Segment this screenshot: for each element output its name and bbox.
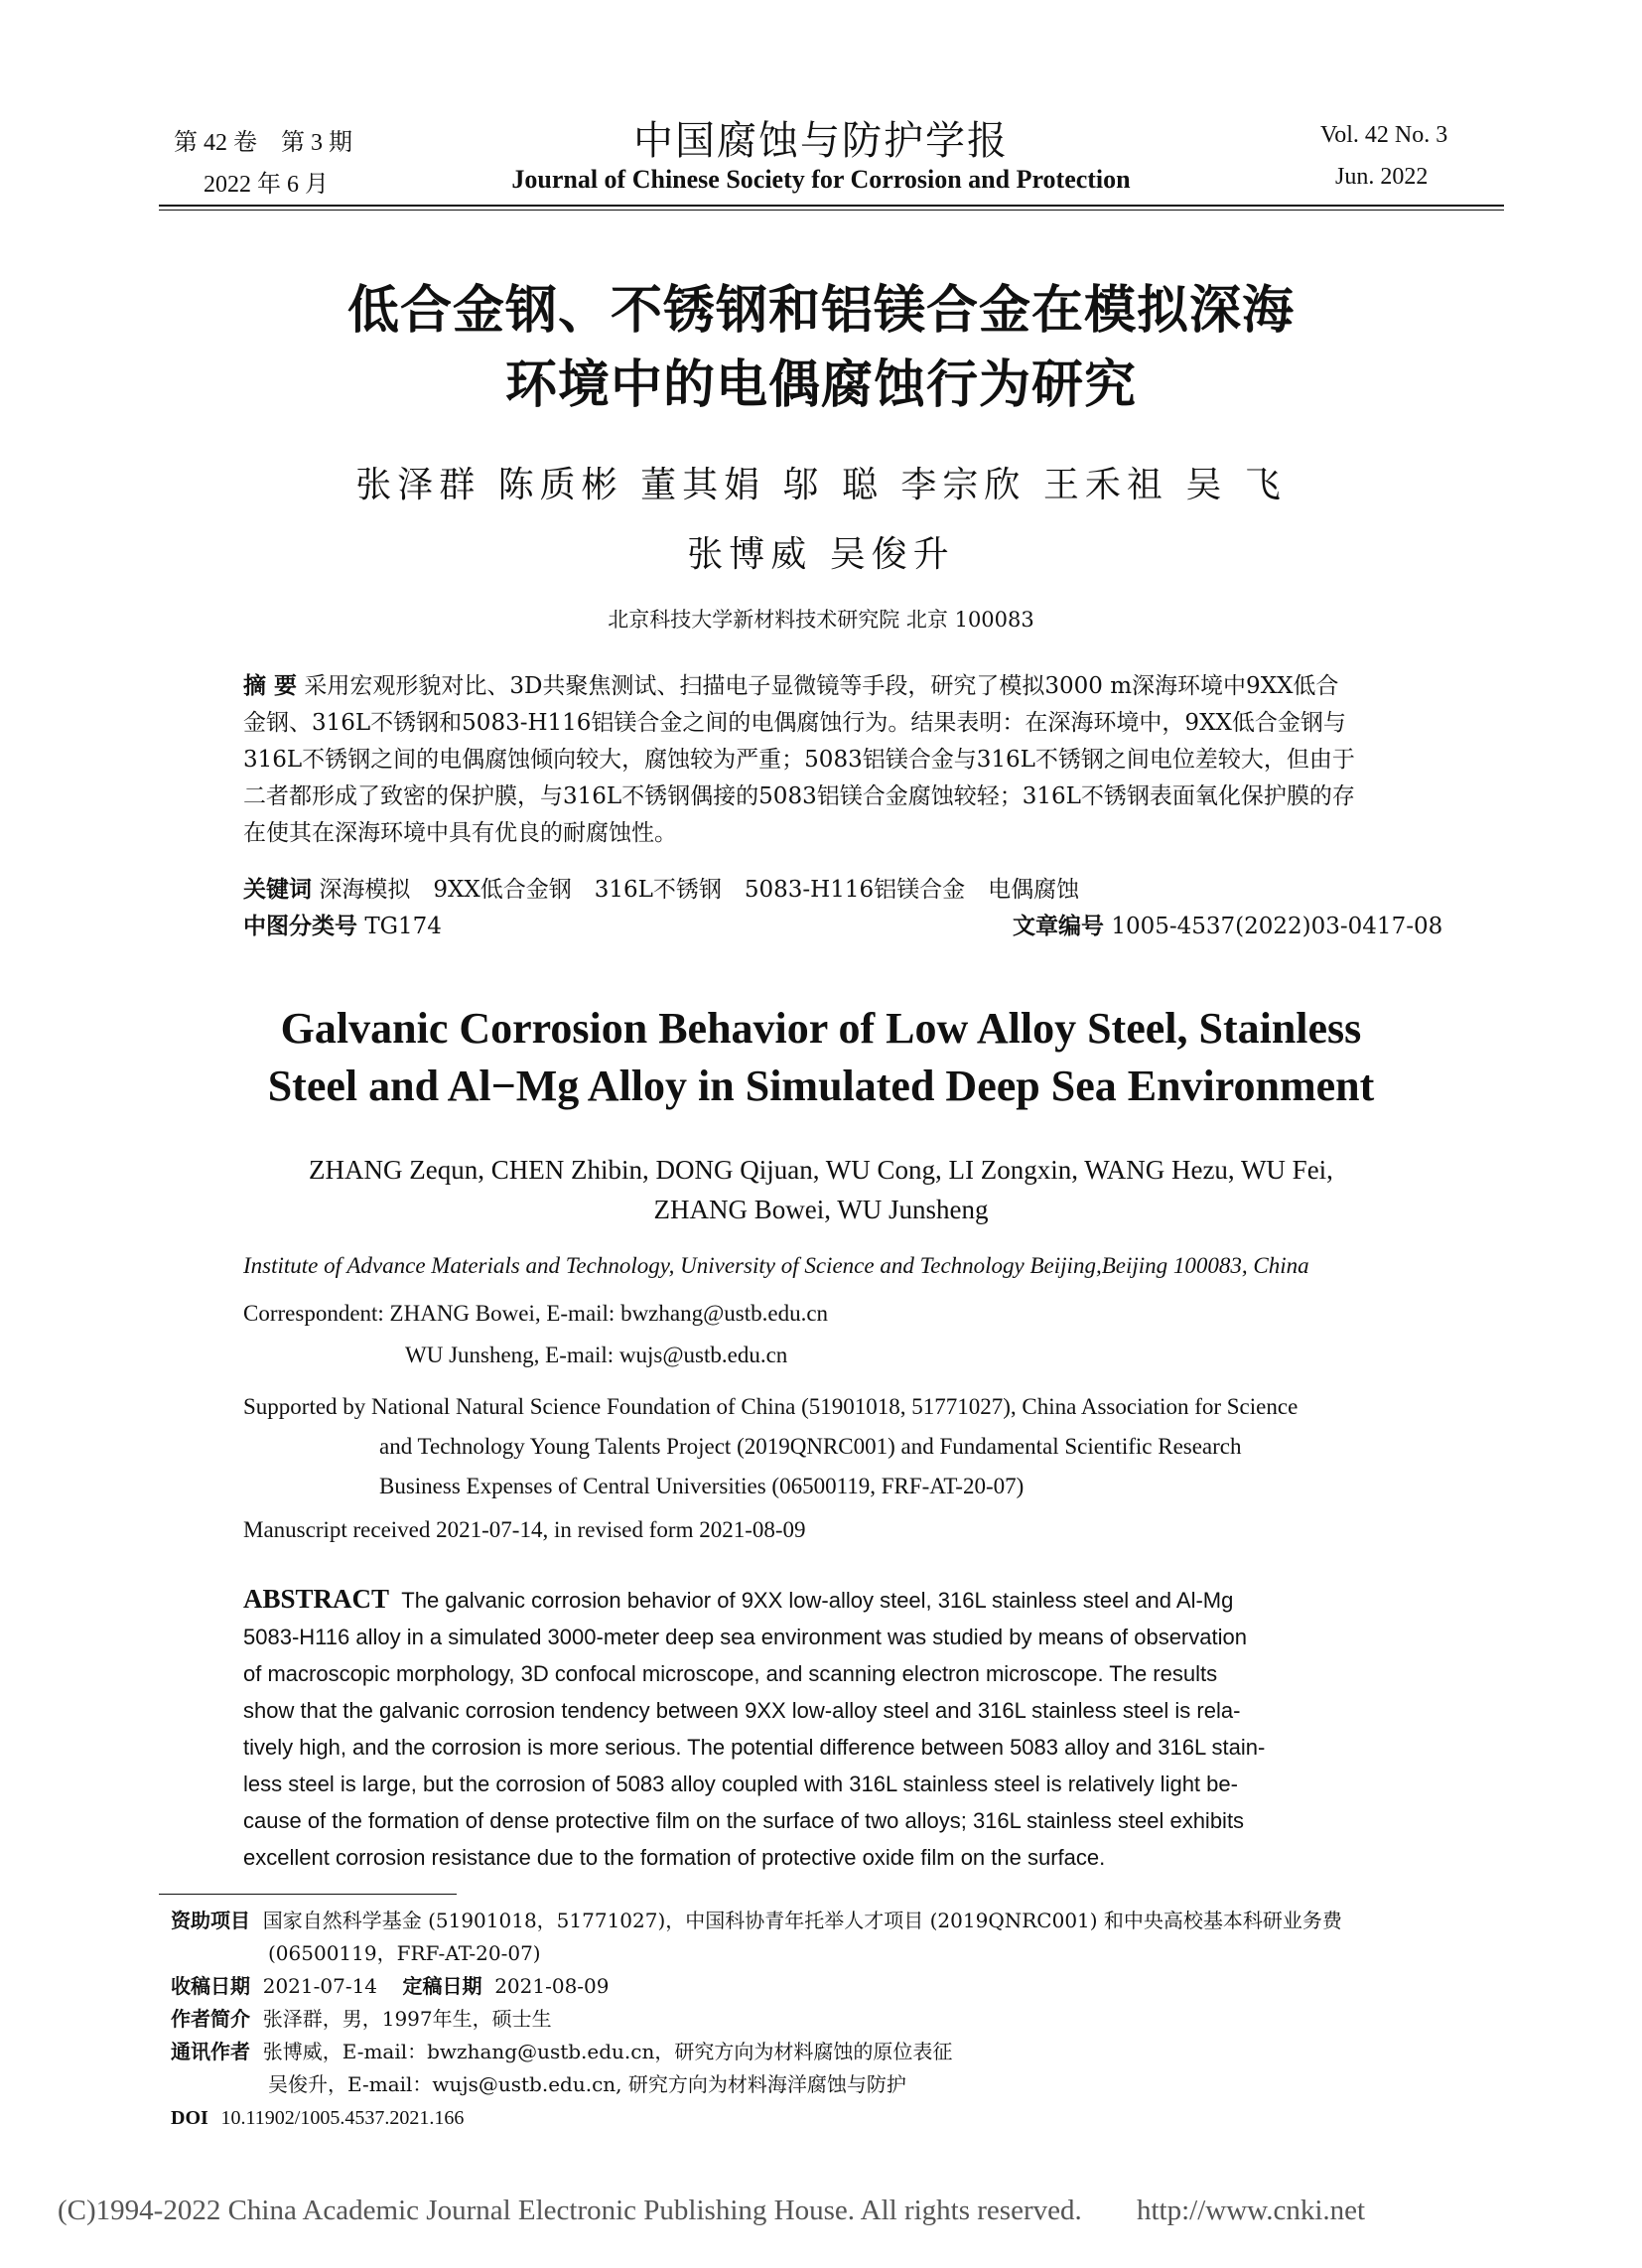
header-rule-top [159, 205, 1504, 207]
copyright: (C)1994-2022 China Academic Journal Electronic Publishing House. All rights reserved. [58, 2195, 1082, 2226]
footnote-author-label: 作者简介 [171, 2007, 250, 2031]
keywords-cn [243, 871, 1079, 909]
abstract-en [243, 1581, 1415, 1876]
manuscript-dates: Manuscript received 2021-07-14, in revised form 2021-08-09 [243, 1517, 806, 1542]
header-rule-bottom [159, 210, 1504, 211]
support-line2: and Technology Young Talents Project (2019QNRC001) and Fundamental Scientific Research [379, 1434, 1242, 1459]
authors-cn-line1: 张泽群 陈质彬 董其娟 邬 聪 李宗欣 王禾祖 吴 飞 [355, 465, 1287, 505]
cnki-link[interactable]: http://www.cnki.net [1137, 2195, 1366, 2226]
correspondent-line1: Correspondent: ZHANG Bowei, E-mail: bwzhang@ustb.edu.cn [243, 1301, 829, 1326]
abstract-en-line8: excellent corrosion resistance due to the formation of protective oxide film on the surface. [243, 1845, 1106, 1870]
authors-cn-line2: 张博威 吴俊升 [687, 534, 955, 575]
footnote-funding-line2: (06500119，FRF-AT-20-07) [268, 1941, 541, 1965]
affiliation-cn: 北京科技大学新材料技术研究院 北京 100083 [608, 608, 1034, 632]
title-en-line1: Galvanic Corrosion Behavior of Low Alloy Steel, Stainless [280, 1004, 1362, 1053]
abstract-en-line1 [243, 1581, 1415, 1619]
footnote-corr-line1 [171, 2036, 1441, 2068]
title-en-line2: Steel and Al−Mg Alloy in Simulated Deep Sea Environment [267, 1062, 1375, 1110]
footnote-rule [159, 1894, 457, 1895]
abstract-cn-label: 摘 要 [243, 672, 298, 699]
article-number-value: 1005-4537(2022)03-0417-08 [1111, 914, 1443, 939]
abstract-cn-line3: 316L不锈钢之间的电偶腐蚀倾向较大，腐蚀较为严重；5083铝镁合金与316L不锈钢之间电位差较大，但由于 [243, 747, 1355, 773]
volume-issue-en: Vol. 42 No. 3 [1320, 122, 1448, 148]
authors-en-line1: ZHANG Zequn, CHEN Zhibin, DONG Qijuan, WU Cong, LI Zongxin, WANG Hezu, WU Fei, [309, 1155, 1333, 1185]
footnote-corr-text1: 张博威，E-mail：bwzhang@ustb.edu.cn，研究方向为材料腐蚀的原位表征 [262, 2040, 953, 2063]
abstract-cn-line4: 二者都形成了致密的保护膜，与316L不锈钢偶接的5083铝镁合金腐蚀较轻；316L不锈钢表面氧化保护膜的存 [243, 783, 1355, 809]
footnote-received-value: 2021-07-14 [262, 1974, 378, 1998]
footnote-doi-value: 10.11902/1005.4537.2021.166 [220, 2107, 465, 2129]
abstract-cn [243, 667, 1410, 852]
abstract-en-line3: of macroscopic morphology, 3D confocal microscope, and scanning electron microscope. The results [243, 1661, 1218, 1686]
volume-issue-cn: 第 42 卷 第 3 期 [174, 130, 352, 156]
footnote-received-label: 收稿日期 [171, 1974, 250, 1998]
footnote-funding-line1 [171, 1905, 1441, 1937]
keywords-cn-label: 关键词 [243, 876, 312, 903]
abstract-cn-text1: 采用宏观形貌对比、3D共聚焦测试、扫描电子显微镜等手段，研究了模拟3000 m深海环境中9XX低合 [304, 673, 1339, 699]
abstract-en-text1: The galvanic corrosion behavior of 9XX low-alloy steel, 316L stainless steel and Al-Mg [401, 1588, 1234, 1613]
affiliation-en: Institute of Advance Materials and Technology, University of Science and Technology Beijing,Beijing 100083, China [243, 1253, 1309, 1278]
abstract-en-label: ABSTRACT [243, 1584, 390, 1614]
abstract-en-line2: 5083-H116 alloy in a simulated 3000-meter deep sea environment was studied by means of observation [243, 1625, 1247, 1649]
classification-label: 中图分类号 [243, 913, 357, 939]
title-cn-line1: 低合金钢、不锈钢和铝镁合金在模拟深海 [346, 280, 1295, 341]
date-en: Jun. 2022 [1335, 164, 1429, 190]
footnote-corr-line2: 吴俊升，E-mail：wujs@ustb.edu.cn, 研究方向为材料海洋腐蚀与防护 [268, 2072, 906, 2096]
footnote-final-label: 定稿日期 [402, 1974, 482, 1998]
footnote-author [171, 2003, 1441, 2036]
journal-title-cn: 中国腐蚀与防护学报 [633, 118, 1009, 163]
abstract-en-line6: less steel is large, but the corrosion of 5083 alloy coupled with 316L stainless steel is relatively light be- [243, 1772, 1238, 1796]
abstract-en-line4: show that the galvanic corrosion tendency between 9XX low-alloy steel and 316L stainless steel is rela- [243, 1698, 1241, 1723]
keywords-cn-text: 深海模拟 9XX低合金钢 316L不锈钢 5083-H116铝镁合金 电偶腐蚀 [319, 877, 1080, 903]
footnotes [171, 1905, 1441, 2135]
footnote-dates [171, 1970, 1441, 2003]
abstract-en-line7: cause of the formation of dense protective film on the surface of two alloys; 316L stainless steel exhibits [243, 1808, 1245, 1833]
authors-en-line2: ZHANG Bowei, WU Junsheng [653, 1195, 989, 1224]
title-cn-line2: 环境中的电偶腐蚀行为研究 [504, 354, 1137, 415]
date-cn: 2022 年 6 月 [204, 172, 329, 198]
abstract-cn-line5: 在使其在深海环境中具有优良的耐腐蚀性。 [243, 820, 677, 846]
article-number [1013, 908, 1442, 945]
footnote-corr-label: 通讯作者 [171, 2040, 250, 2063]
footnote-funding-text1: 国家自然科学基金 (51901018，51771027)，中国科协青年托举人才项目 (2019QNRC001) 和中央高校基本科研业务费 [262, 1909, 1342, 1932]
classification [243, 908, 442, 945]
article-number-label: 文章编号 [1013, 913, 1104, 939]
classification-value: TG174 [364, 914, 442, 939]
footnote-doi [171, 2101, 1441, 2135]
footnote-author-value: 张泽群，男，1997年生，硕士生 [262, 2007, 552, 2031]
abstract-en-line5: tively high, and the corrosion is more serious. The potential difference between 5083 alloy and 316L stain- [243, 1735, 1266, 1760]
footnote-funding-label: 资助项目 [171, 1909, 250, 1932]
footnote-doi-label: DOI [171, 2107, 208, 2129]
abstract-cn-line2: 金钢、316L不锈钢和5083-H116铝镁合金之间的电偶腐蚀行为。结果表明：在深海环境中，9XX低合金钢与 [243, 710, 1346, 736]
footnote-final-value: 2021-08-09 [494, 1974, 610, 1998]
abstract-cn-line1 [243, 667, 1410, 705]
correspondent-line2: WU Junsheng, E-mail: wujs@ustb.edu.cn [405, 1343, 788, 1367]
support-line3: Business Expenses of Central Universities (06500119, FRF-AT-20-07) [379, 1474, 1025, 1498]
support-line1: Supported by National Natural Science Foundation of China (51901018, 51771027), China Association for Science [243, 1394, 1299, 1419]
journal-title-en: Journal of Chinese Society for Corrosion and Protection [511, 165, 1131, 194]
